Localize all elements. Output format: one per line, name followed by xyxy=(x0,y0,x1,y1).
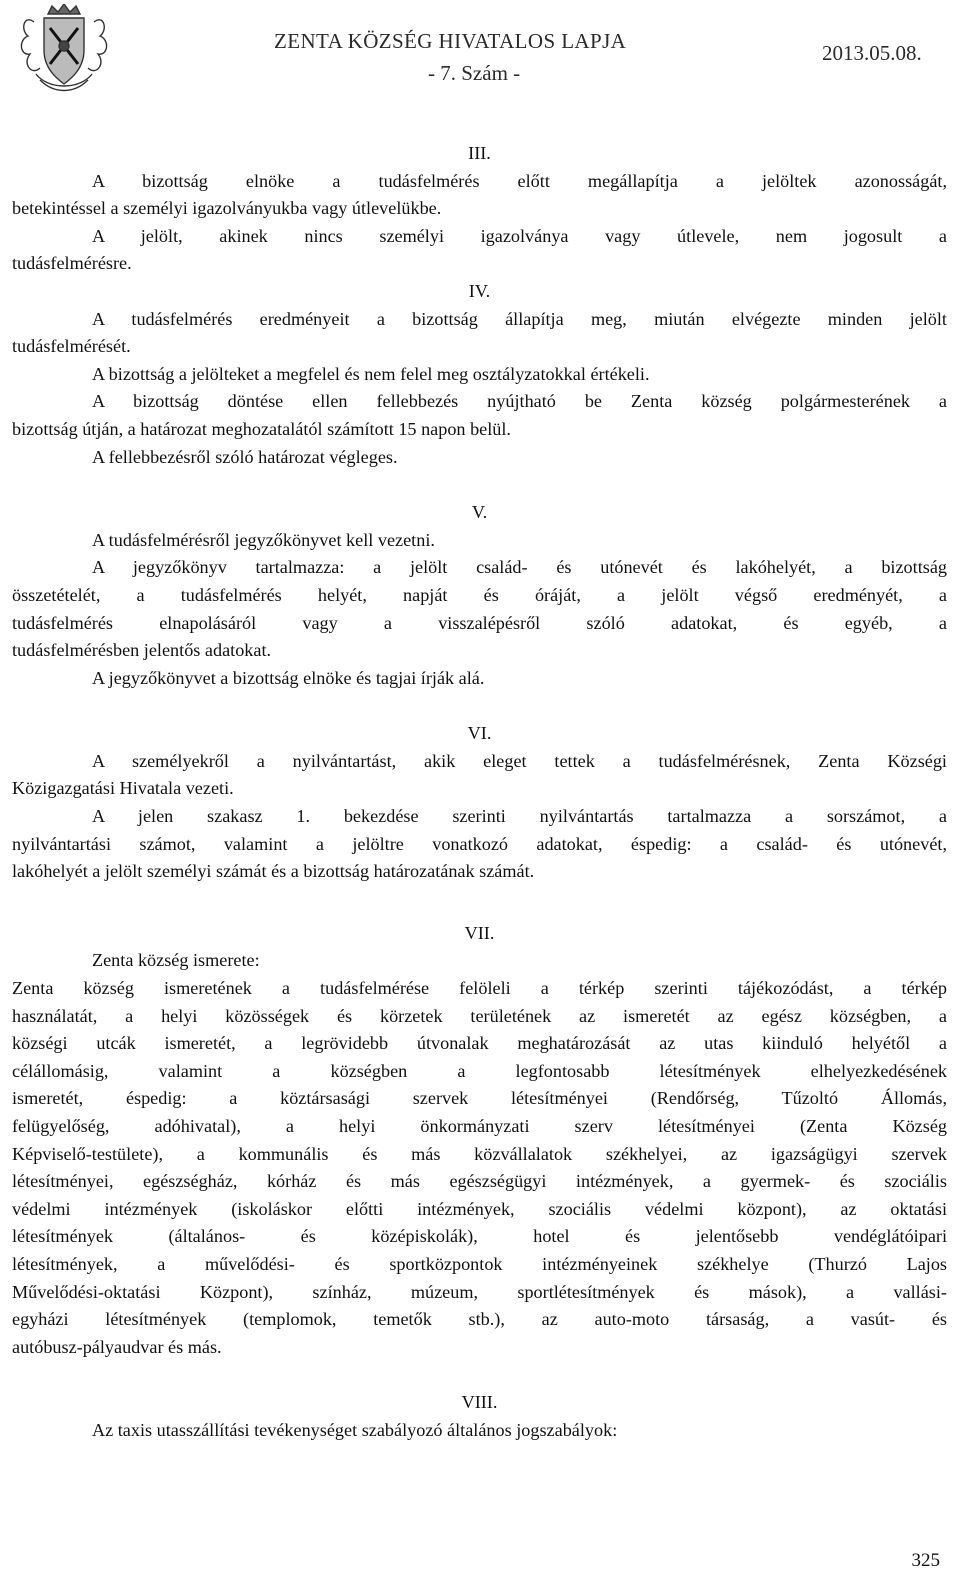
paragraph-line: tudásfelmérését. xyxy=(12,336,131,357)
paragraph-line: Az taxis utasszállítási tevékenységet szabályozó általános jogszabályok: xyxy=(92,1419,618,1440)
paragraph-line: A személyekről a nyilvántartást, akik eleget tettek a tudásfelmérésnek, Zenta Községi xyxy=(92,750,947,771)
paragraph-line: A jegyzőkönyv tartalmazza: a jelölt család- és utónevét és lakóhelyét, a bizottság xyxy=(92,557,947,578)
paragraph-line: Művelődési-oktatási Központ), színház, múzeum, sportlétesítmények és mások), a vallási- xyxy=(12,1281,947,1302)
paragraph-line: Zenta község ismeretének a tudásfelmérése felöleli a térkép szerinti tájékozódást, a térkép xyxy=(12,978,947,999)
paragraph-line: Képviselő-testülete), a kommunális és más közvállalatok székhelyei, az igazságügyi szervek xyxy=(12,1143,947,1164)
paragraph-line: létesítményei, egészségház, kórház és más egészségügyi intézmények, a gyermek- és szociális xyxy=(12,1171,947,1192)
paragraph-line: községi utcák ismeretét, a legrövidebb útvonalak meghatározását az utas kiinduló helyétől a xyxy=(12,1033,947,1054)
paragraph-line: autóbusz-pályaudvar és más. xyxy=(12,1336,222,1357)
paragraph-line: bizottság útján, a határozat meghozatalától számított 15 napon belül. xyxy=(12,418,511,439)
paragraph-line: tudásfelmérésre. xyxy=(12,253,132,274)
paragraph-line: A jelölt, akinek nincs személyi igazolványa vagy útlevele, nem jogosult a xyxy=(92,225,947,246)
issue-date: 2013.05.08. xyxy=(822,41,922,65)
page-header xyxy=(0,0,960,100)
paragraph-line: egyházi létesítmények (templomok, temetők stb.), az auto-moto társaság, a vasút- és xyxy=(12,1309,947,1330)
section-heading: VIII. xyxy=(461,1392,498,1413)
page-number: 325 xyxy=(911,1550,940,1571)
paragraph-line: A tudásfelmérés eredményeit a bizottság állapítja meg, miután elvégezte minden jelölt xyxy=(92,308,947,329)
paragraph-line: A fellebbezésről szóló határozat végleges. xyxy=(92,446,398,467)
paragraph-line: lakóhelyét a jelölt személyi számát és a bizottság határozatának számát. xyxy=(12,861,535,882)
coat-of-arms-icon xyxy=(14,4,114,94)
section-heading: VII. xyxy=(464,922,495,943)
paragraph-line: A bizottság a jelölteket a megfelel és nem felel meg osztályzatokkal értékeli. xyxy=(92,363,650,384)
paragraph-line: célállomásig, valamint a községben a legfontosabb létesítmények elhelyezkedésének xyxy=(12,1060,947,1081)
paragraph-line: tudásfelmérésben jelentős adatokat. xyxy=(12,640,272,661)
section-heading: III. xyxy=(468,143,491,163)
paragraph-line: felügyelőség, adóhivatal), a helyi önkormányzati szerv létesítményei (Zenta Község xyxy=(12,1116,947,1136)
paragraph-line: védelmi intézmények (iskoláskor előtti intézmények, szociális védelmi központ), az oktatási xyxy=(12,1198,947,1219)
paragraph-line: használatát, a helyi közösségek és körzetek területének az ismeretét az egész községben, a xyxy=(12,1005,947,1026)
section-heading: VI. xyxy=(467,723,492,744)
document-body xyxy=(12,140,947,1445)
paragraph-line: létesítmények, a művelődési- és sportközpontok intézményeinek székhelye (Thurzó Lajos xyxy=(12,1253,947,1274)
paragraph-line: Közigazgatási Hivatala vezeti. xyxy=(12,778,234,799)
paragraph-line: tudásfelmérés elnapolásáról vagy a visszalépésről szóló adatokat, és egyéb, a xyxy=(12,612,947,633)
section-heading: V. xyxy=(471,502,488,523)
paragraph-line: összetételét, a tudásfelmérés helyét, napját és óráját, a jelölt végső eredményét, a xyxy=(12,584,947,605)
section-subtitle: Zenta község ismerete: xyxy=(92,950,260,971)
paragraph-line: ismeretét, éspedig: a köztársasági szervek létesítményei (Rendőrség, Tűzoltó Állomás, xyxy=(12,1088,947,1109)
section-heading: IV. xyxy=(468,280,491,301)
paragraph-line: létesítmények (általános- és középiskolák), hotel és jelentősebb vendéglátóipari xyxy=(12,1226,947,1247)
paragraph-line: betekintéssel a személyi igazolványukba vagy útlevelükbe. xyxy=(12,198,442,219)
paragraph-line: A tudásfelmérésről jegyzőkönyvet kell vezetni. xyxy=(92,529,435,550)
paragraph-line: A bizottság elnöke a tudásfelmérés előtt megállapítja a jelöltek azonosságát, xyxy=(92,170,947,191)
paragraph-line: nyilvántartási számot, valamint a jelöltre vonatkozó adatokat, éspedig: a család- és utónevét, xyxy=(12,833,947,854)
paragraph-line: A jelen szakasz 1. bekezdése szerinti nyilvántartás tartalmazza a sorszámot, a xyxy=(92,806,947,827)
paragraph-line: A jegyzőkönyvet a bizottság elnöke és tagjai írják alá. xyxy=(92,667,485,688)
paragraph-line: A bizottság döntése ellen fellebbezés nyújtható be Zenta község polgármesterének a xyxy=(92,391,947,412)
issue-number: - 7. Szám - xyxy=(428,61,521,85)
journal-title: ZENTA KÖZSÉG HIVATALOS LAPJA xyxy=(274,29,627,53)
